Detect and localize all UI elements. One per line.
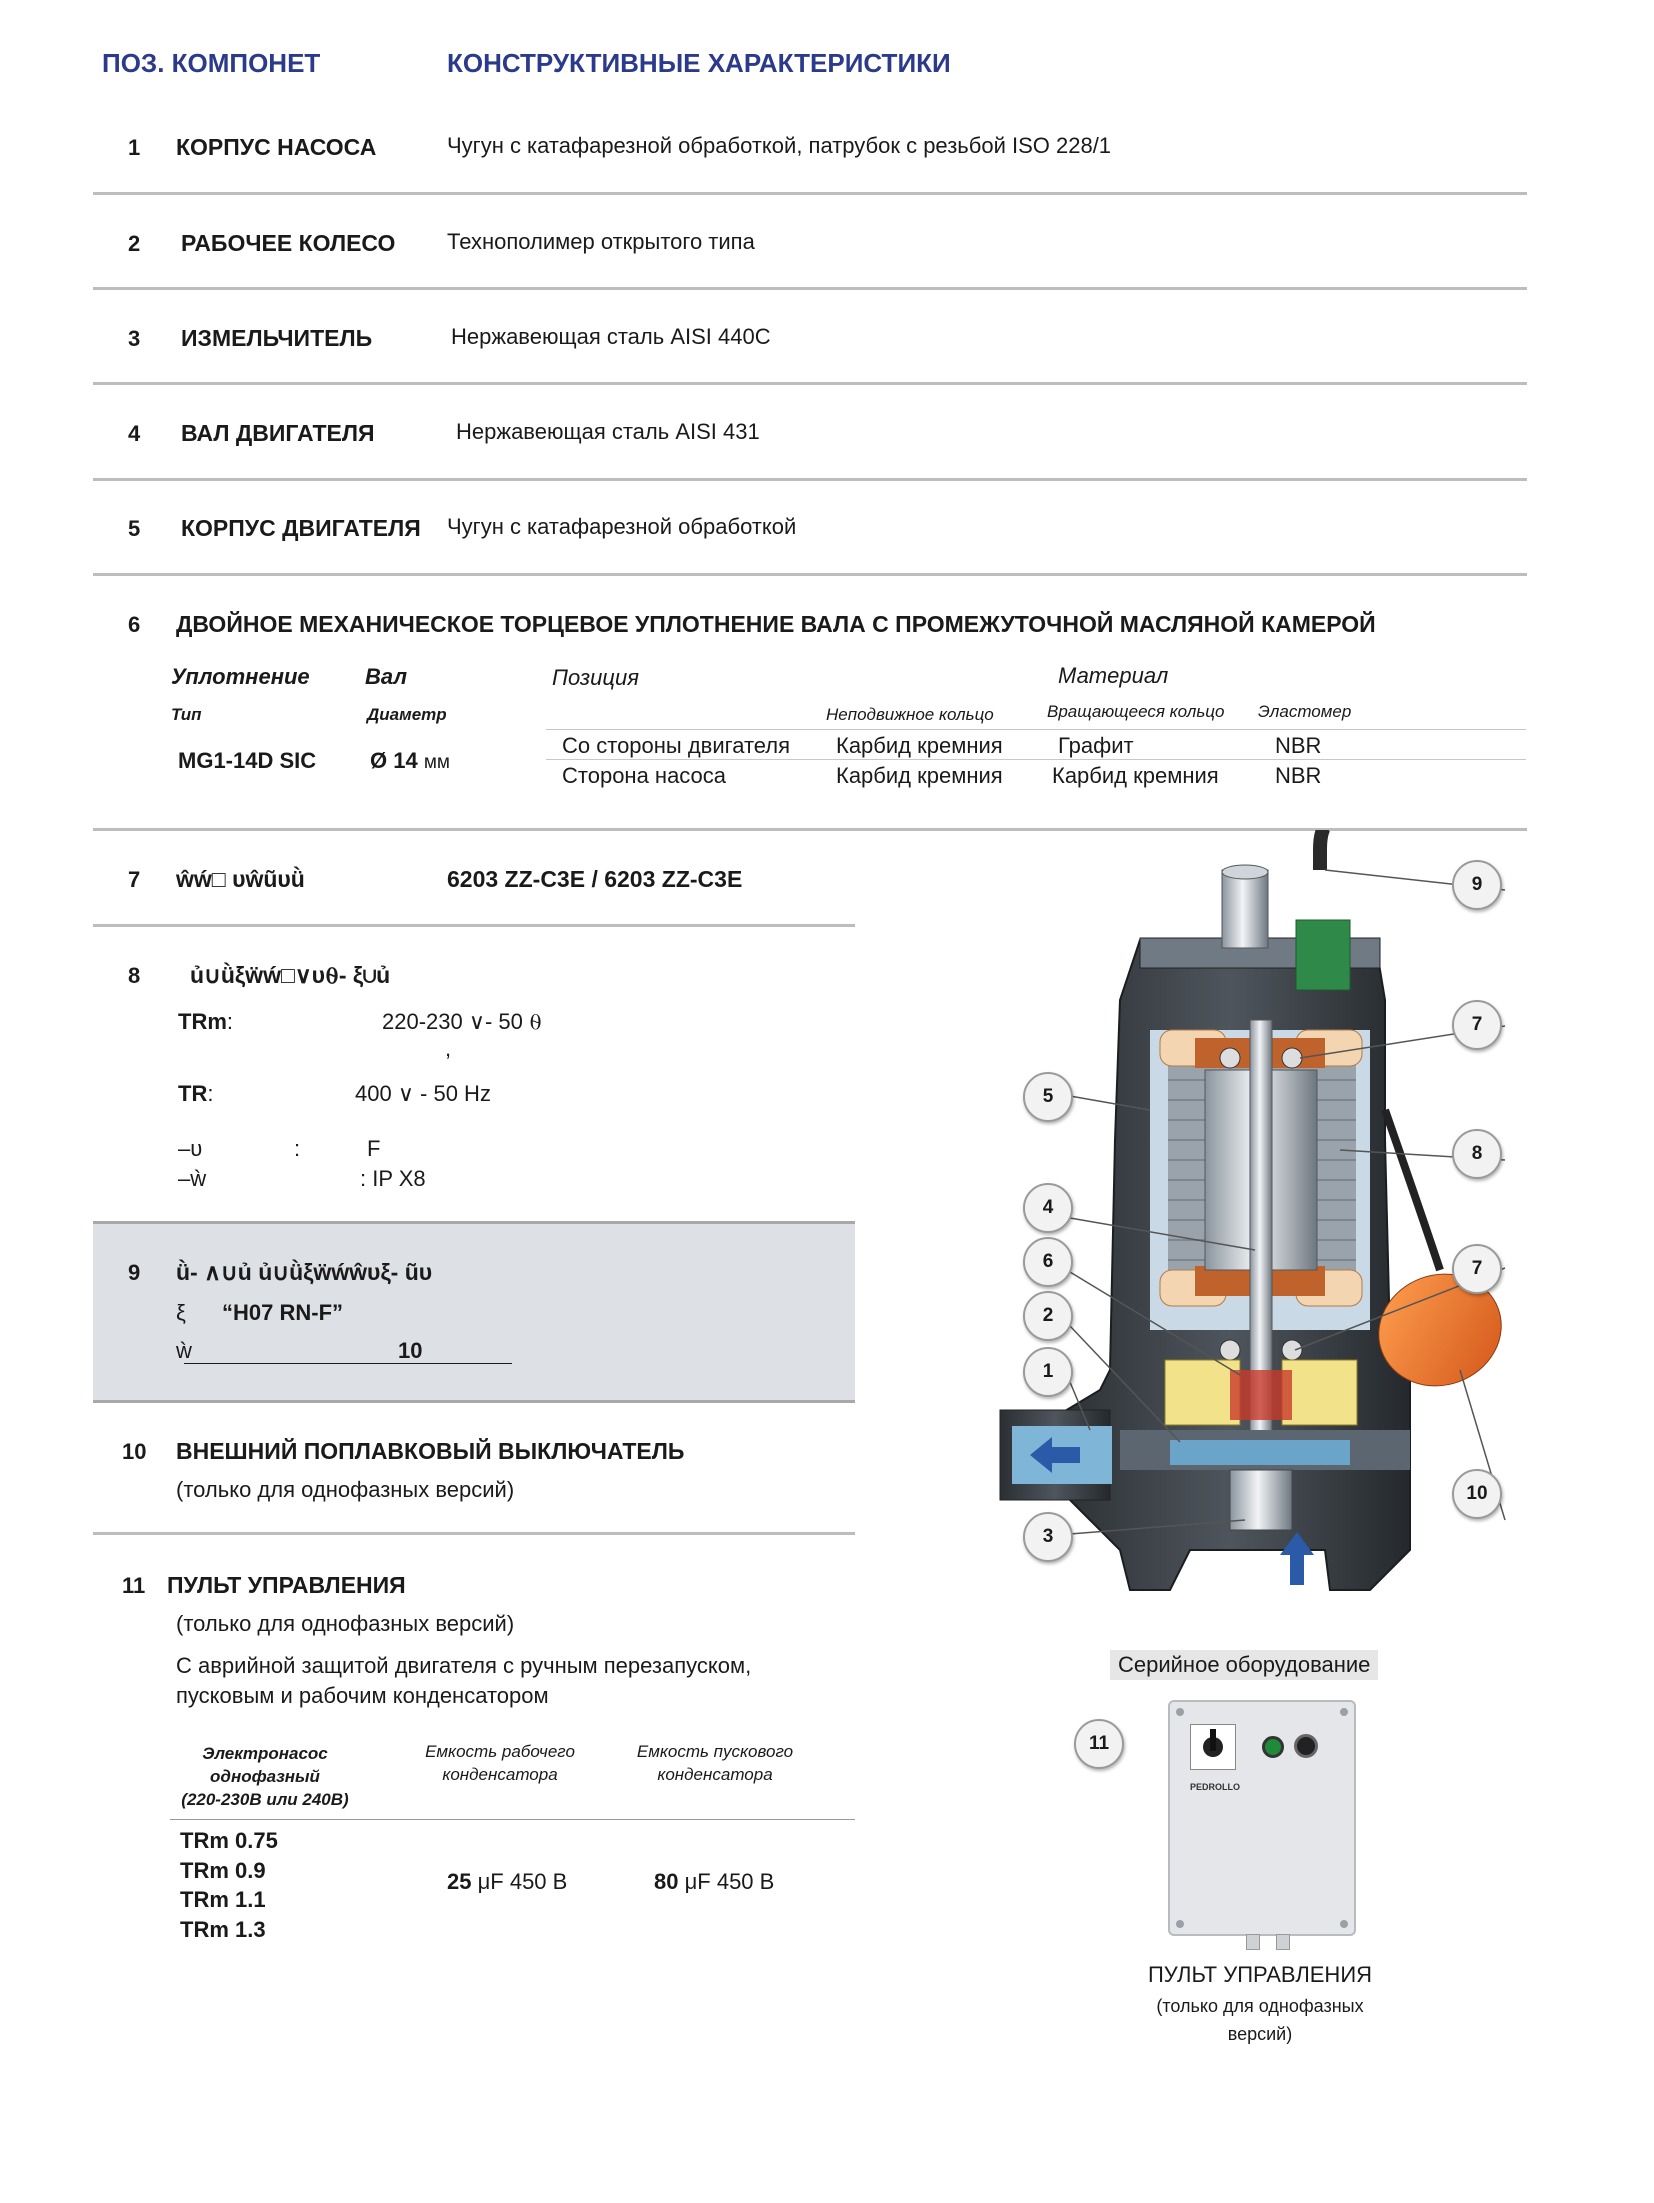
cable-length-underline [184,1363,512,1364]
row-number: 5 [128,516,141,541]
callout-11: 11 [1074,1719,1124,1769]
seal-sub-rotating: Вращающееся кольцо [1047,702,1225,721]
indicator-lamp-icon [1262,1736,1284,1758]
seal-line2-position: Сторона насоса [562,763,727,788]
callout-2: 2 [1023,1291,1073,1341]
panel-caption-note1: (только для однофазных [1156,1996,1364,2016]
callout-7-bottom: 7 [1452,1244,1502,1294]
panel-desc-line1: С аврийной защитой двигателя с ручным перезапуском, [176,1653,752,1678]
panel-start-unit: μF 450 В [684,1869,775,1894]
panel-run-capacitor [447,1869,567,1895]
motor-trm-note: , [445,1036,452,1061]
panel-models [180,1826,278,1944]
callout-3: 3 [1023,1512,1073,1562]
float-label: ВНЕШНИЙ ПОПЛАВКОВЫЙ ВЫКЛЮЧАТЕЛЬ [176,1438,685,1464]
panel-model: TRm 1.3 [180,1916,266,1942]
panel-table-line [170,1819,855,1820]
row-number: 10 [122,1439,147,1464]
panel-start-value: 80 [654,1869,679,1894]
row-number: 7 [128,867,141,892]
panel-run-unit: μF 450 В [477,1869,568,1894]
header-characteristics: КОНСТРУКТИВНЫЕ ХАРАКТЕРИСТИКИ [447,48,951,78]
row-desc: Чугун с катафарезной обработкой, патрубок с резьбой ISO 228/1 [447,133,1112,158]
panel-col3-header [615,1740,815,1786]
panel-start-capacitor [654,1869,774,1895]
panel-label: ПУЛЬТ УПРАВЛЕНИЯ [167,1572,406,1598]
motor-tr-colon: : [207,1081,214,1106]
divider [93,192,1527,195]
screw-icon [1340,1708,1348,1716]
panel-col3-line2: конденсатора [657,1765,773,1784]
callout-1: 1 [1023,1347,1073,1397]
callout-6: 6 [1023,1237,1073,1287]
seal-line1-position: Со стороны двигателя [562,733,791,758]
cable-gland-icon [1246,1934,1260,1950]
motor-trm-value: 220-230 ∨- 50 ⍬ [382,1009,543,1034]
seal-line1-rotating: Графит [1058,733,1134,758]
row-label: КОРПУС НАСОСА [176,134,377,160]
motor-tr-value: 400 ∨ - 50 Hz [355,1081,491,1106]
panel-caption-note2: версий) [1227,2024,1293,2044]
divider [93,478,1527,481]
row-desc: Технополимер открытого типа [447,229,755,254]
callout-4: 4 [1023,1183,1073,1233]
callout-9: 9 [1452,860,1502,910]
seal-diameter-value: Ø 14 [370,748,418,773]
divider [93,1221,855,1224]
motor-trm-label: TRm [178,1009,227,1034]
row-number: 2 [128,231,141,256]
panel-caption-title: ПУЛЬТ УПРАВЛЕНИЯ [1147,1962,1373,1987]
panel-col2-line1: Емкость рабочего [425,1742,575,1761]
float-note: (только для однофазных версий) [176,1477,515,1502]
cable-length-value: 10 [398,1338,423,1363]
callout-7-top: 7 [1452,1000,1502,1050]
divider [93,573,1527,576]
seal-col-position: Позиция [552,665,639,690]
bearings-value: 6203 ZZ-C3E / 6203 ZZ-C3E [447,866,743,892]
seal-title: ДВОЙНОЕ МЕХАНИЧЕСКОЕ ТОРЦЕВОЕ УПЛОТНЕНИЕ ВАЛА С ПРОМЕЖУТОЧНОЙ МАСЛЯНОЙ КАМЕРОЙ [176,611,1376,637]
row-number: 8 [128,963,141,988]
panel-col2-line2: конденсатора [442,1765,558,1784]
panel-col1-line3: (220-230В или 240В) [181,1790,349,1809]
seal-sub-fixed: Неподвижное кольцо [826,705,994,724]
cable-label: ǜ- ∧∪ủ ủ∪ǜξẅẃŵυξ- ũυ [176,1259,433,1285]
row-desc: Чугун с катафарезной обработкой [447,514,797,539]
motor-trm [178,1009,233,1035]
row-label: КОРПУС ДВИГАТЕЛЯ [181,515,421,541]
seal-line2-fixed: Карбид кремния [836,763,1003,788]
screw-icon [1176,1920,1184,1928]
row-desc: Нержавеющая сталь AISI 440C [451,324,771,349]
cable-band [93,1221,855,1401]
row-label: ИЗМЕЛЬЧИТЕЛЬ [181,325,373,351]
seal-table-line [546,759,1526,760]
row-label: РАБОЧЕЕ КОЛЕСО [181,230,396,256]
cable-type-value: “H07 RN-F” [222,1300,344,1325]
seal-line2-elastomer: NBR [1275,763,1322,788]
motor-label: ủ∪ǜξẅẃ□∨υ⍬- ξ∪ủ [190,962,391,988]
motor-ins-value: F [367,1136,381,1161]
control-panel-box [1168,1700,1356,1936]
panel-model: TRm 1.1 [180,1887,266,1912]
panel-run-value: 25 [447,1869,472,1894]
motor-ins-label: –υ [178,1136,203,1161]
header-pos-component: ПОЗ. КОМПОНЕТ [102,48,321,78]
motor-tr [178,1081,213,1107]
divider [93,1532,855,1535]
screw-icon [1340,1920,1348,1928]
row-number: 9 [128,1260,141,1285]
row-number: 4 [128,421,141,446]
divider [93,924,855,927]
row-number: 6 [128,612,141,637]
panel-col2-header [400,1740,600,1786]
cable-gland-icon [1276,1934,1290,1950]
seal-col-shaft: Вал [365,664,408,689]
seal-diameter [370,748,450,774]
rotary-switch-icon [1190,1724,1236,1770]
panel-col1-header [170,1742,360,1811]
callout-8: 8 [1452,1129,1502,1179]
seal-sub-elastomer: Эластомер [1258,702,1352,721]
divider [93,382,1527,385]
seal-col-seal: Уплотнение [171,664,310,689]
motor-tr-label: TR [178,1081,208,1106]
serial-equipment-label: Серийное оборудование [1110,1650,1378,1680]
row-desc: Нержавеющая сталь AISI 431 [456,419,760,444]
motor-trm-colon: : [226,1009,234,1034]
seal-line2-rotating: Карбид кремния [1052,763,1219,788]
motor-prot-label: –ẁ [178,1166,207,1191]
seal-table-line [546,729,1526,730]
callout-5: 5 [1023,1072,1073,1122]
brand-logo: PEDROLLO [1190,1782,1241,1792]
seal-line1-fixed: Карбид кремния [836,733,1003,758]
reset-button-icon [1294,1734,1318,1758]
bearings-label: ŵẃ□ υŵũυǜ [176,866,305,892]
panel-model: TRm 0.9 [180,1857,266,1883]
seal-model: MG1-14D SIC [178,748,317,773]
seal-diameter-unit: мм [423,752,450,773]
panel-col3-line1: Емкость пускового [636,1742,794,1761]
row-label: ВАЛ ДВИГАТЕЛЯ [181,420,375,446]
seal-sub-diameter: Диаметр [367,705,447,724]
cable-length-prefix: ẁ [176,1338,192,1363]
cable-type-prefix: ξ [176,1300,186,1325]
panel-col1-line2: однофазный [210,1767,320,1786]
row-number: 11 [122,1573,146,1598]
panel-desc-line2: пусковым и рабочим конденсатором [176,1683,549,1708]
panel-col1-line1: Электронасос [202,1744,328,1763]
row-number: 3 [128,326,141,351]
row-number: 1 [128,135,141,160]
seal-sub-type: Тип [171,705,202,724]
motor-prot-value: : IP X8 [360,1166,426,1191]
panel-model: TRm 0.75 [180,1828,278,1853]
screw-icon [1176,1708,1184,1716]
panel-note: (только для однофазных версий) [176,1611,515,1636]
divider [93,287,1527,290]
seal-col-material: Материал [1058,663,1169,688]
callout-10: 10 [1452,1469,1502,1519]
divider [93,1400,855,1403]
seal-line1-elastomer: NBR [1275,733,1322,758]
motor-ins-colon: : [294,1136,301,1161]
